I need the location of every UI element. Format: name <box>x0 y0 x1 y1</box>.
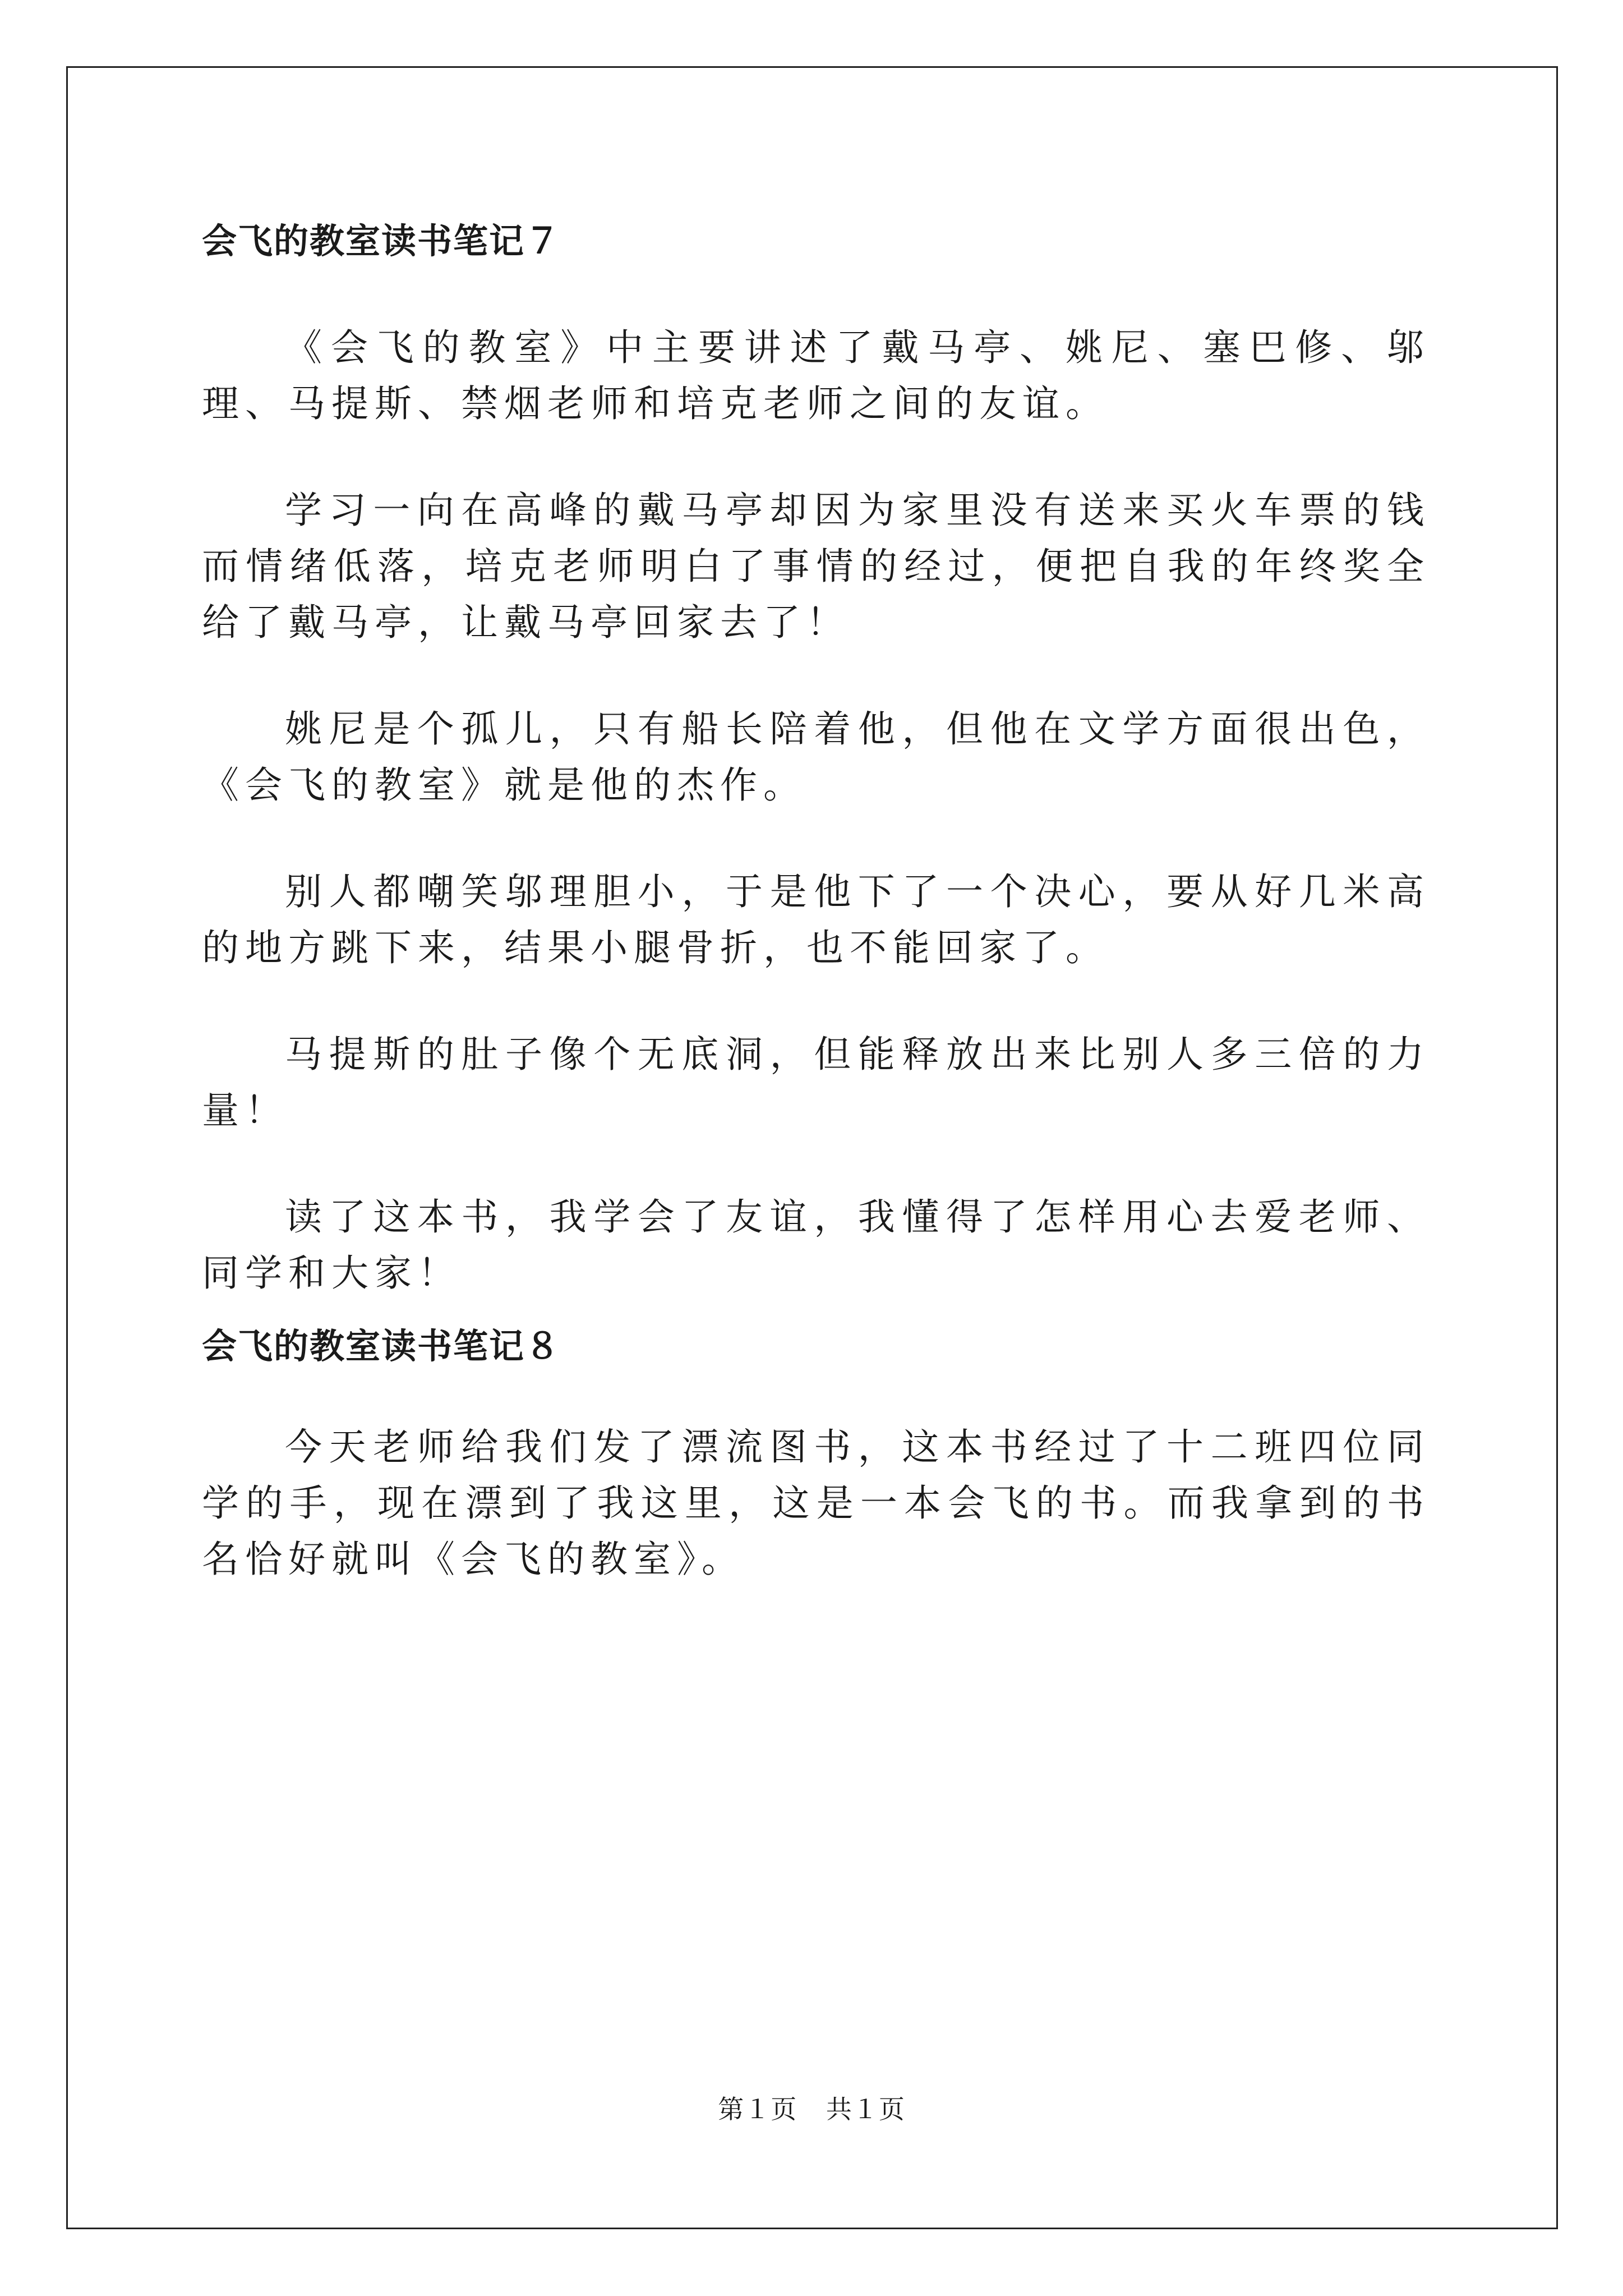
page-footer <box>0 2092 1623 2126</box>
section-title: 会飞的教室读书笔记７ <box>202 220 561 261</box>
paragraph: 姚尼是个孤儿，只有船长陪着他，但他在文学方面很出色，《会飞的教室》就是他的杰作。 <box>202 707 1430 807</box>
page-number: 第１页 <box>718 2094 797 2124</box>
paragraph: 读了这本书，我学会了友谊，我懂得了怎样用心去爱老师、同学和大家！ <box>202 1195 1430 1295</box>
paragraph: 今天老师给我们发了漂流图书，这本书经过了十二班四位同学的手，现在漂到了我这里，这是一本会飞的书。而我拿到的书名恰好就叫《会飞的教室》。 <box>202 1425 1430 1581</box>
page-total: 共１页 <box>826 2094 905 2124</box>
paragraph: 别人都嘲笑邬理胆小，于是他下了一个决心，要从好几米高的地方跳下来，结果小腿骨折，也不能回家了。 <box>202 870 1430 969</box>
document-body <box>202 213 1430 1588</box>
paragraph: 《会飞的教室》中主要讲述了戴马亭、姚尼、塞巴修、邬理、马提斯、禁烟老师和培克老师之间的友谊。 <box>202 326 1430 425</box>
section-8 <box>202 1318 1430 1588</box>
section-7 <box>202 213 1430 1301</box>
section-title: 会飞的教室读书笔记８ <box>202 1326 561 1366</box>
paragraph: 马提斯的肚子像个无底洞，但能释放出来比别人多三倍的力量！ <box>202 1033 1430 1132</box>
paragraph: 学习一向在高峰的戴马亭却因为家里没有送来买火车票的钱而情绪低落，培克老师明白了事情的经过，便把自我的年终奖全给了戴马亭，让戴马亭回家去了！ <box>202 489 1430 644</box>
